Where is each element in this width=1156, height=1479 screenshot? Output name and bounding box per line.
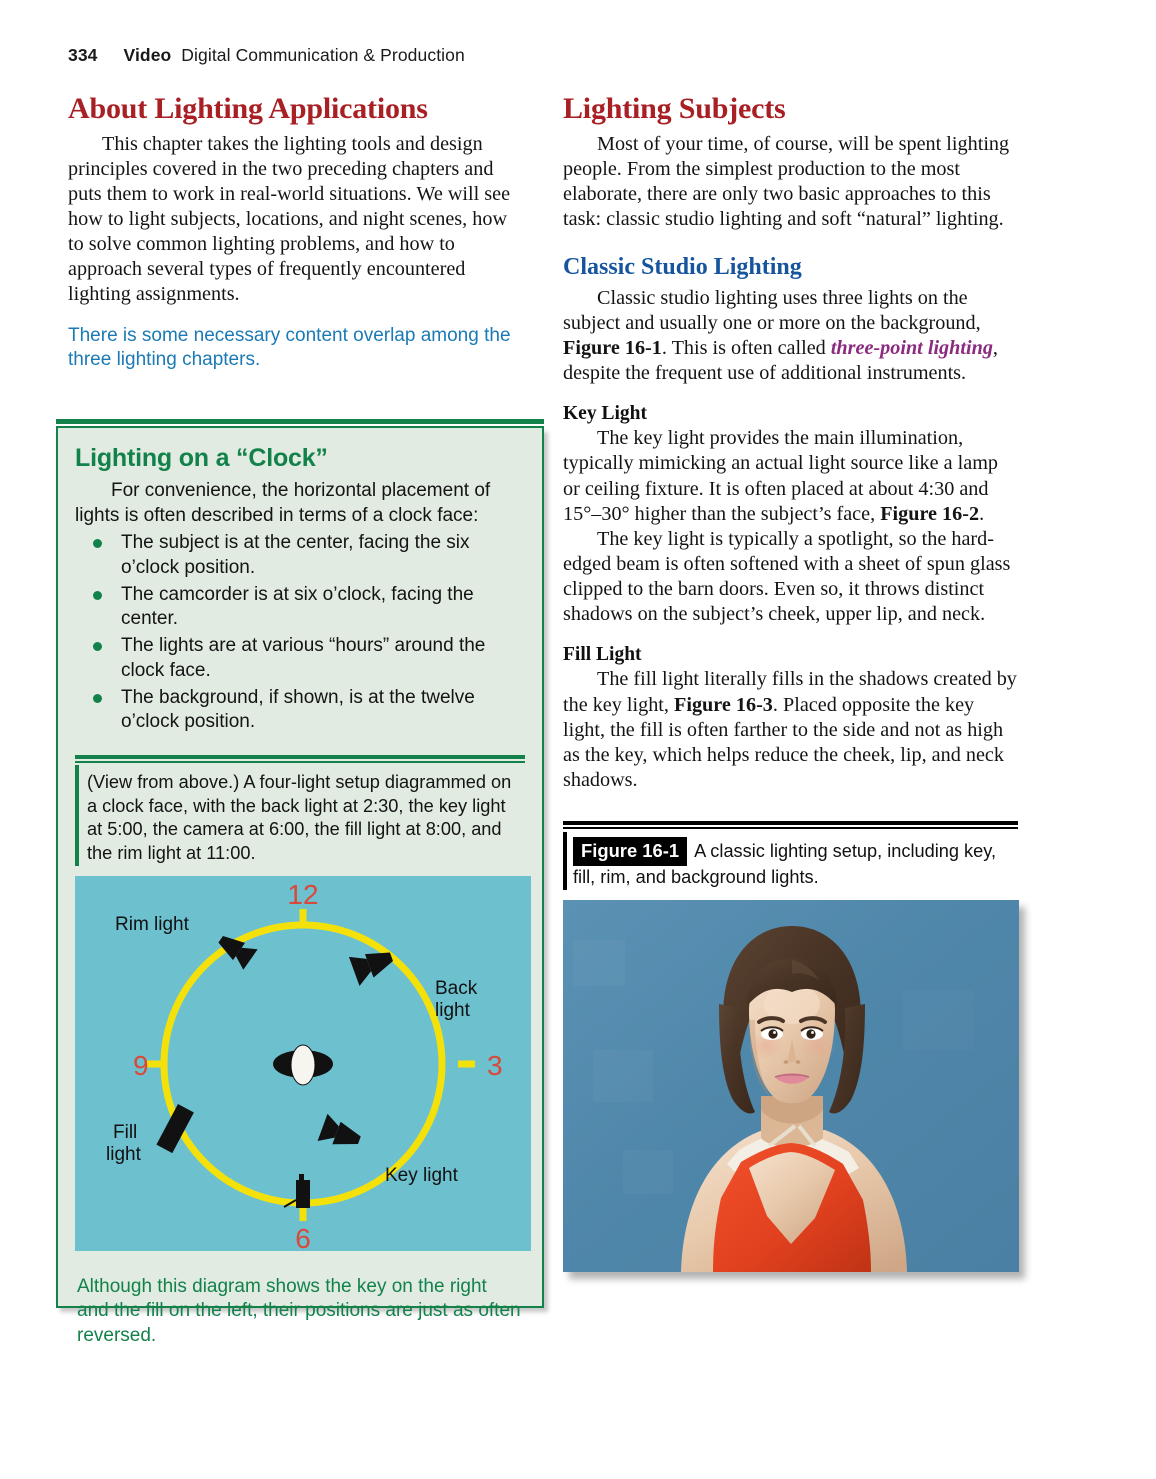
- key-term-three-point-lighting: three-point lighting: [830, 337, 993, 360]
- text-run: The fill light literally fills in the shadows created by the key light,: [563, 668, 1017, 716]
- text-run: Classic studio lighting uses three lights on the subject and usually one or more on the background,: [563, 286, 981, 334]
- paragraph-classic-studio-lighting: [563, 286, 1018, 387]
- list-item-text: The subject is at the center, facing the six o’clock position.: [121, 532, 470, 579]
- text-run: , despite the frequent use of additional instruments.: [563, 337, 998, 385]
- feature-box-top-rule-thick: [56, 419, 544, 424]
- figure-reference-16-3: Figure 16-3: [674, 693, 773, 716]
- section-heading-about-lighting-applications: About Lighting Applications: [68, 92, 428, 125]
- page-number: 334: [68, 45, 98, 65]
- paragraph-fill-light: [563, 667, 1018, 793]
- hour-number-3: 3: [487, 1049, 503, 1081]
- label-fill-light-line1: Fill: [113, 1121, 138, 1143]
- left-column: [68, 92, 523, 372]
- subject-head: [291, 1045, 315, 1085]
- bullet-icon: [93, 591, 102, 600]
- list-item-text: The camcorder is at six o’clock, facing the center.: [121, 583, 474, 630]
- subheading-classic-studio-lighting: Classic Studio Lighting: [563, 254, 802, 281]
- label-rim-light: Rim light: [115, 913, 189, 935]
- paragraph-key-light-1: [563, 426, 1018, 527]
- caption-rule-thin: [75, 761, 525, 763]
- hour-number-12: 12: [287, 878, 319, 910]
- list-item-text: The lights are at various “hours” around the clock face.: [121, 635, 486, 681]
- list-item: [75, 531, 525, 580]
- bullet-icon: [93, 539, 102, 548]
- hour-number-6: 6: [295, 1222, 311, 1251]
- text-run: . This is often called: [661, 337, 831, 360]
- feature-box-closing-note: Although this diagram shows the key on the right and the fill on the left, their positions are just as often reversed.: [77, 1275, 521, 1346]
- list-item: [75, 634, 525, 683]
- diagram-caption-block: [75, 755, 525, 866]
- text-run: . Placed opposite the key light, the fill is often farther to the side and not as high as the key, which helps reduce the cheek, lip, and neck shadows.: [563, 693, 1004, 791]
- figure-reference-16-1: Figure 16-1: [563, 337, 662, 360]
- text-run: .: [979, 502, 985, 525]
- figure-caption: [563, 832, 1018, 890]
- figure-rule-thick: [563, 821, 1018, 825]
- list-item: [75, 583, 525, 632]
- feature-box-lighting-on-a-clock: [56, 428, 544, 1346]
- list-item: [75, 686, 525, 735]
- diagram-caption-text: (View from above.) A four-light setup diagrammed on a clock face, with the back light at 2:30, the key light at 5:00, the camera at 6:00, the fill light at 8:00, and the rim light at 11:00.: [75, 765, 525, 866]
- blue-note-content-overlap: There is some necessary content overlap among the three lighting chapters.: [68, 324, 511, 370]
- label-fill-light-line2: light: [106, 1143, 141, 1165]
- bullet-icon: [93, 694, 102, 703]
- figure-photo-classic-lighting-portrait: [563, 900, 1019, 1272]
- book-name: Video: [123, 45, 172, 65]
- paragraph-lighting-subjects-intro: Most of your time, of course, will be spent lighting people. From the simplest production to the most elaborate, there are only two basic approaches to this task: classic studio lighting and soft “natural” lighting.: [563, 132, 1010, 231]
- feature-box-bullet-list: [75, 531, 525, 735]
- subheading-fill-light: Fill Light: [563, 644, 642, 666]
- right-column: [563, 92, 1018, 1272]
- hour-number-9: 9: [133, 1049, 149, 1081]
- bullet-icon: [93, 642, 102, 651]
- book-subtitle: Digital Communication & Production: [181, 45, 465, 65]
- figure-number-badge: Figure 16-1: [573, 837, 687, 866]
- figure-caption-text: A classic lighting setup, including key, fill, rim, and background lights.: [573, 841, 997, 888]
- label-back-light-line2: light: [435, 999, 470, 1021]
- paragraph-about-lighting-intro: This chapter takes the lighting tools and design principles covered in the two preceding chapters and puts them to work in real-world situations. We will see how to light subjects, locations, and night scenes, how to solve common lighting problems, and how to approach several types of frequently encountered lighting assignments.: [68, 132, 511, 306]
- label-back-light-line1: Back: [435, 977, 478, 999]
- text-run: The key light provides the main illumination, typically mimicking an actual light source like a lamp or ceiling fixture. It is often placed at about 4:30 and 15°–30° higher than the subject’s face,: [563, 427, 999, 525]
- list-item-text: The background, if shown, is at the twelve o’clock position.: [121, 686, 475, 733]
- figure-rule-thin: [563, 827, 1018, 829]
- caption-rule-thick: [75, 755, 525, 759]
- feature-box-heading: Lighting on a “Clock”: [75, 444, 328, 472]
- clock-face-lighting-diagram: [75, 876, 531, 1251]
- figure-block-16-1: [563, 821, 1018, 1272]
- paragraph-key-light-2: The key light is typically a spotlight, so the hard-edged beam is often softened with a sheet of spun glass clipped to the barn doors. Even so, it throws distinct shadows on the subject’s cheek, upper lip, and neck.: [563, 527, 1011, 626]
- subheading-key-light: Key Light: [563, 403, 647, 425]
- feature-box-intro-paragraph: For convenience, the horizontal placement of lights is often described in terms of a clock face:: [75, 480, 491, 526]
- figure-reference-16-2: Figure 16-2: [880, 502, 980, 525]
- running-head: [68, 45, 465, 66]
- label-key-light: Key light: [385, 1164, 458, 1186]
- section-heading-lighting-subjects: Lighting Subjects: [563, 92, 786, 125]
